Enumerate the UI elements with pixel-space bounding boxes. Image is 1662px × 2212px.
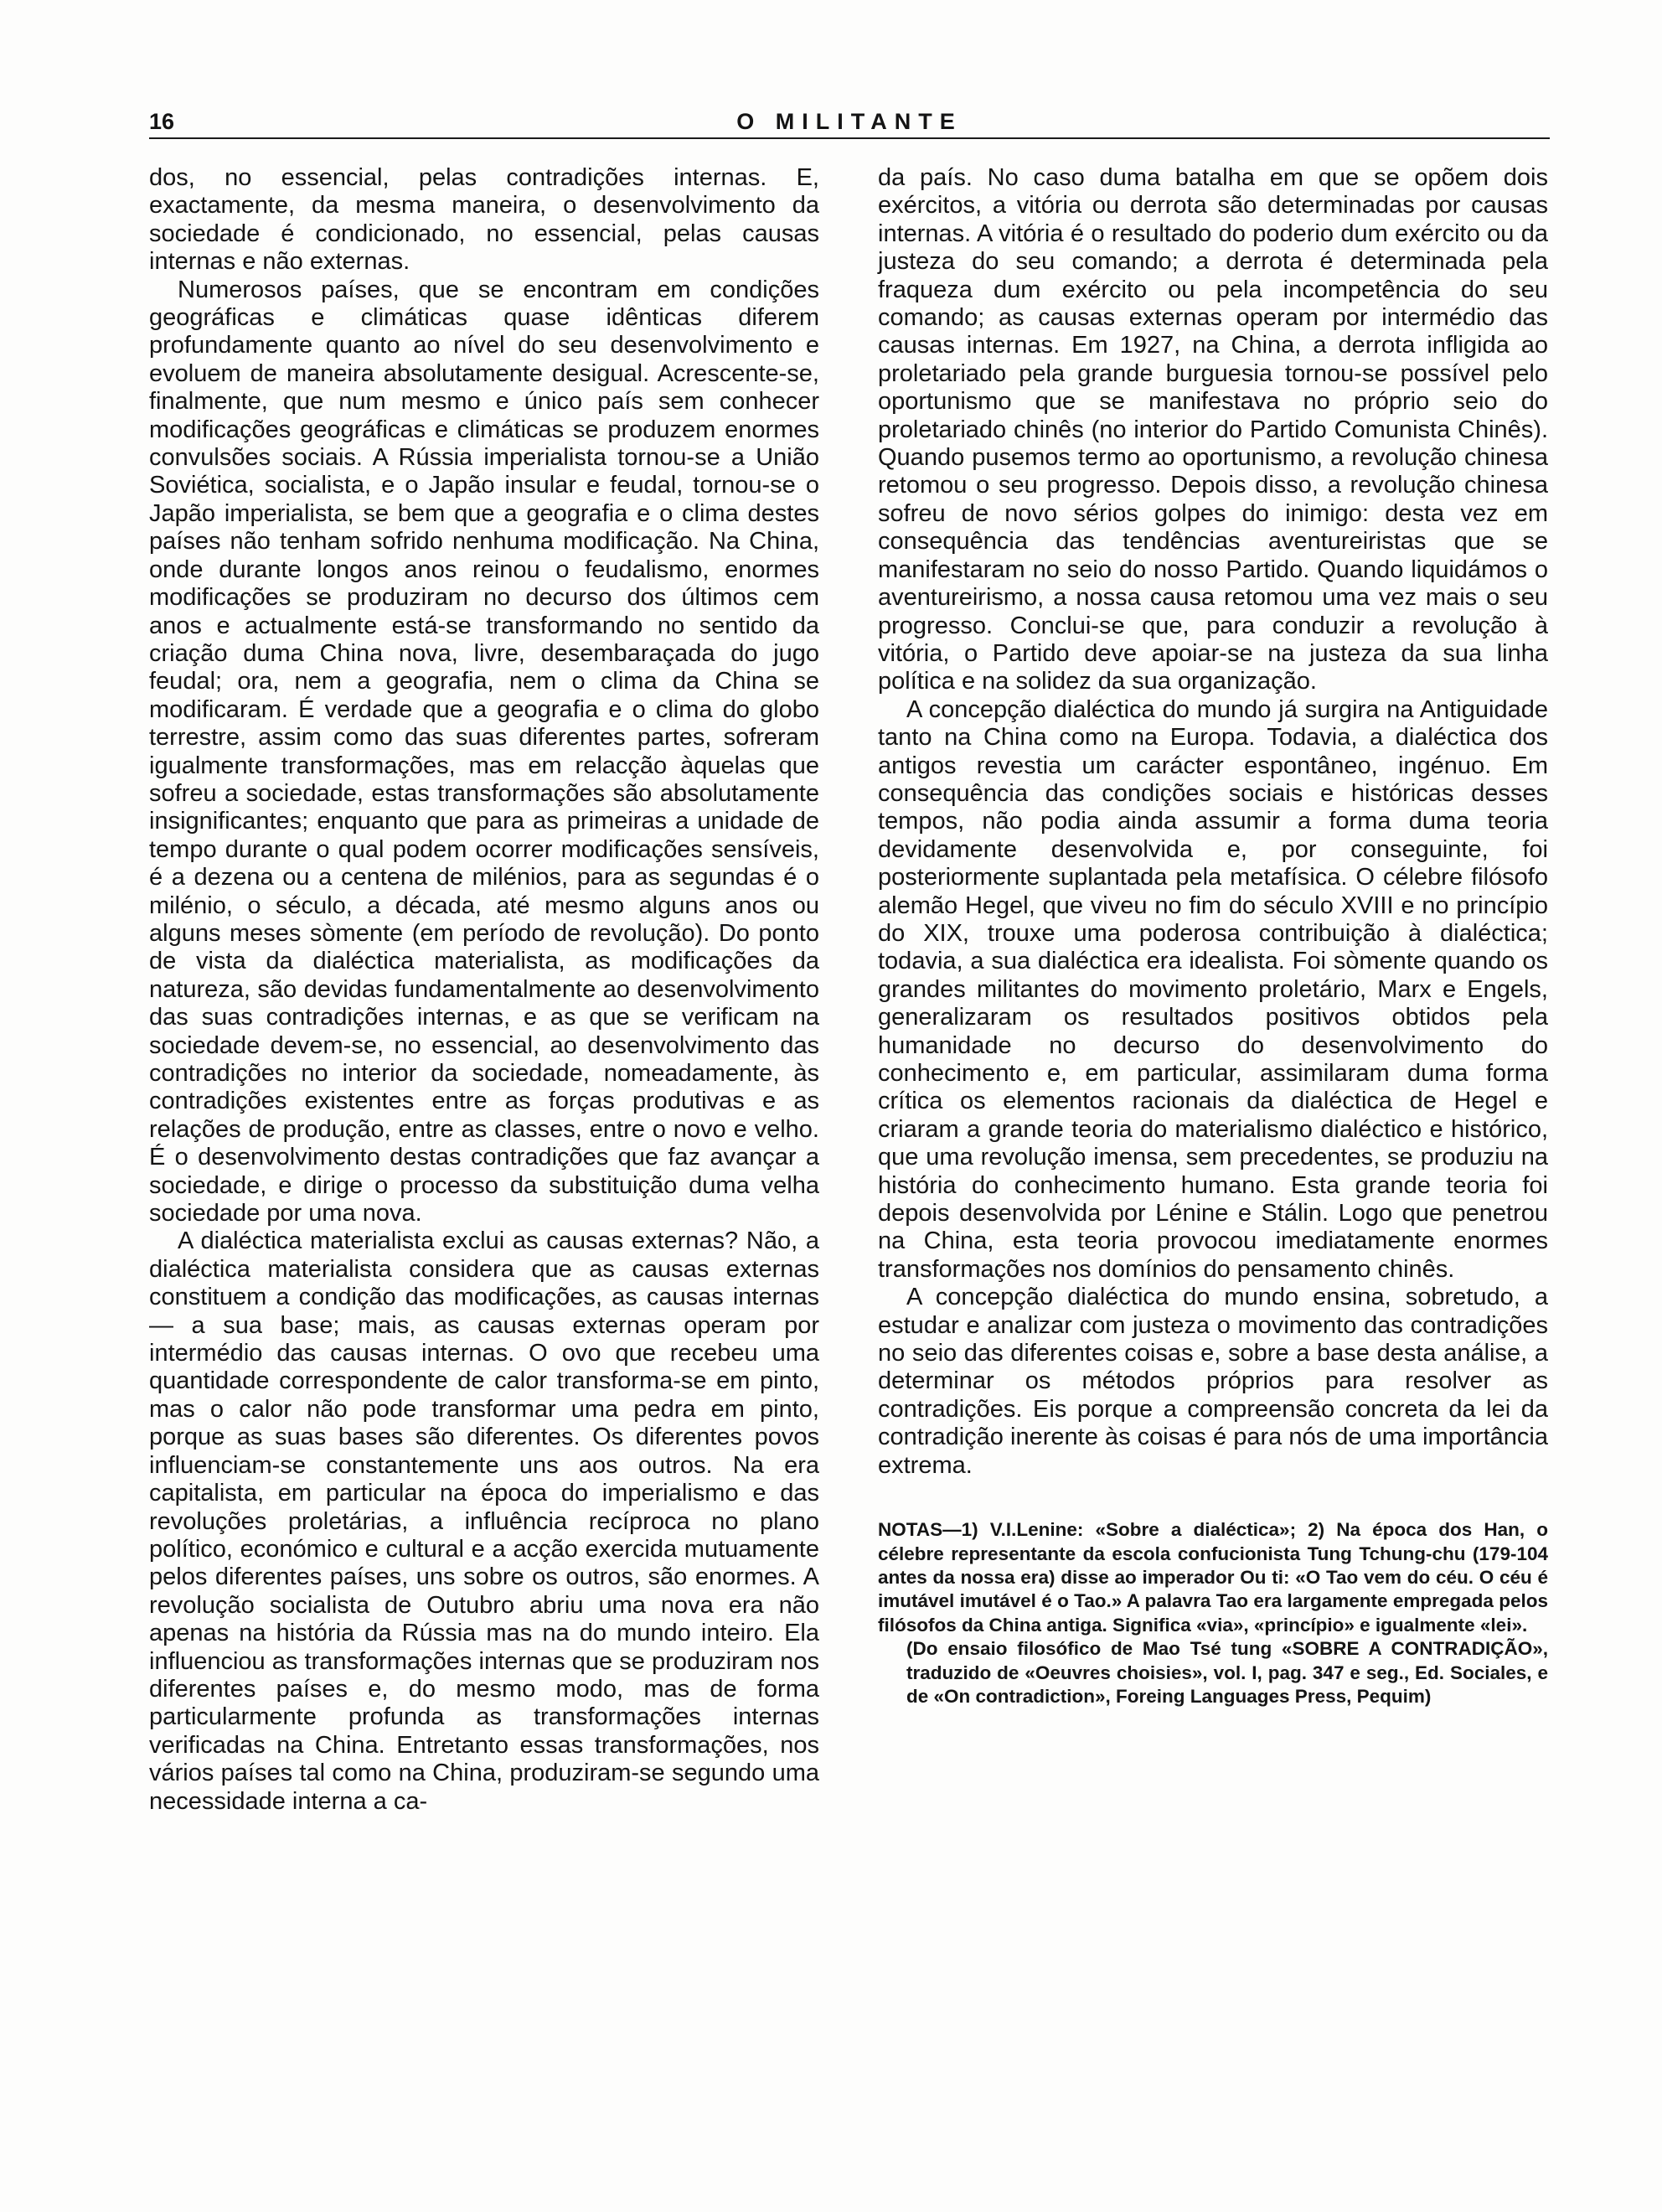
body-paragraph: A concepção dialéctica do mundo já surgira na Antiguidade tanto na China como na Europa. Todavia, a dialéctica dos antigos revestia um carácter espontâneo, ingénuo. Em consequência das condições sociais e históricas desses tempos, não podia ainda assumir a forma duma teoria devidamente desenvolvida e, por conseguinte, foi posteriormente suplantada pela metafísica. O célebre filósofo alemão Hegel, que viveu no fim do século XVIII e no princípio do XIX, trouxe uma poderosa contribuição à dialéctica; todavia, a sua dialéctica era idealista. Foi sòmente quando os grandes militantes do movimento proletário, Marx e Engels, generalizaram os resultados positivos obtidos pela humanidade no decurso do desenvolvimento do conhecimento e, em particular, assimilaram duma forma crítica os elementos racionais da dialéctica de Hegel e criaram a grande teoria do materialismo dialéctico e histórico, que uma revolução imensa, sem precedentes, se produziu na história do conhecimento humano. Esta grande teoria foi depois desenvolvida por Lénine e Stálin. Logo que penetrou na China, esta teoria provocou imediatamente enormes transformações nos domínios do pensamento chinês. <box>878 695 1548 1283</box>
body-paragraph: A concepção dialéctica do mundo ensina, sobretudo, a estudar e analizar com justeza o movimento das contradições no seio das diferentes coisas e, sobre a base desta análise, a determinar os métodos próprios para resolver as contradições. Eis porque a compreensão concreta da lei da contradição inerente às coisas é para nós de uma importância extrema. <box>878 1284 1548 1479</box>
body-paragraph: A dialéctica materialista exclui as causas externas? Não, a dialéctica materialista considera que as causas externas constituem a condição das modificações, as causas internas — a sua base; mais, as causas externas operam por intermédio das causas internas. O ovo que recebeu uma quantidade correspondente de calor transforma-se em pinto, mas o calor não pode transformar uma pedra em pinto, porque as suas bases são diferentes. Os diferentes povos influenciam-se constantemente uns aos outros. Na era capitalista, em particular na época do imperialismo e das revoluções proletárias, a influência recíproca no plano político, económico e cultural e a acção exercida mutuamente pelos diferentes países, uns sobre os outros, são enormes. A revolução socialista de Outubro abriu uma nova era não apenas na história da Rússia mas na do mundo inteiro. Ela influenciou as transformações internas que se produziram nos diferentes países e, do mesmo modo, mas de forma particularmente profunda as transformações internas verificadas na China. Entretanto essas transformações, nos vários países tal como na China, produziram-se segundo uma necessidade interna a ca- <box>149 1227 819 1815</box>
notes-text: NOTAS—1) V.I.Lenine: «Sobre a dialéctica»; 2) Na época dos Han, o célebre representante da escola confucionista Tung Tchung-chu (179-104 antes da nossa era) disse ao imperador Ou ti: «O Tao vem do céu. O céu é imutável imutável é o Tao.» A palavra Tao era largamente empregada pelos filósofos da China antiga. Significa «via», «princípio» e igualmente «lei». <box>878 1519 1548 1636</box>
body-paragraph: dos, no essencial, pelas contradições internas. E, exactamente, da mesma maneira, o desenvolvimento da sociedade é condicionado, no essencial, pelas causas internas e não externas. <box>149 164 819 276</box>
source-citation: (Do ensaio filosófico de Mao Tsé tung «SOBRE A CONTRADIÇÃO», traduzido de «Oeuvres choisies», vol. I, pag. 347 e seg., Ed. Sociales, e de «On contradiction», Foreing Languages Press, Pequim) <box>906 1638 1548 1707</box>
body-paragraph: Numerosos países, que se encontram em condições geográficas e climáticas quase idênticas diferem profundamente quanto ao nível do seu desenvolvimento e evoluem de maneira absolutamente desigual. Acrescente-se, finalmente, que num mesmo e único país sem conhecer modificações geográficas e climáticas se produzem enormes convulsões sociais. A Rússia imperialista tornou-se a União Soviética, socialista, e o Japão insular e feudal, tornou-se o Japão imperialista, se bem que a geografia e o clima destes países não tenham sofrido nenhuma modificação. Na China, onde durante longos anos reinou o feudalismo, enormes modificações se produziram no decurso dos últimos cem anos e actualmente está-se transformando no sentido da criação duma China nova, livre, desembaraçada do jugo feudal; ora, nem a geografia, nem o clima da China se modificaram. É verdade que a geografia e o clima do globo terrestre, assim como das suas diferentes partes, sofreram igualmente transformações, mas em relacção àquelas que sofreu a sociedade, estas transformações são absolutamente insignificantes; enquanto que para as primeiras a unidade de tempo durante o qual podem ocorrer modificações sensíveis, é a dezena ou a centena de milénios, para as segundas é o milénio, o século, a década, até mesmo alguns anos ou alguns meses sòmente (em período de revolução). Do ponto de vista da dialéctica materialista, as modificações da natureza, são devidas fundamentalmente ao desenvolvimento das suas contradições internas, e as que se verificam na sociedade devem-se, no essencial, ao desenvolvimento das contradições no interior da sociedade, nomeadamente, às contradições existentes entre as forças produtivas e as relações de produção, entre as classes, entre o novo e velho. É o desenvolvimento destas contradições que faz avançar a sociedade, e dirige o processo da substituição duma velha sociedade por uma nova. <box>149 276 819 1227</box>
footnotes <box>878 1518 1548 1708</box>
page-number: 16 <box>149 109 175 134</box>
left-column <box>149 164 819 1816</box>
body-paragraph: da país. No caso duma batalha em que se opõem dois exércitos, a vitória ou derrota são determinadas por causas internas. A vitória é o resultado do poderio dum exército ou da justeza do seu comando; a derrota é determinada pela fraqueza dum exército ou pela incompetência do seu comando; as causas externas operam por intermédio das causas internas. Em 1927, na China, a derrota infligida ao proletariado pela grande burguesia tornou-se possível pelo oportunismo que se manifestava no próprio seio do proletariado chinês (no interior do Partido Comunista Chinês). Quando pusemos termo ao oportunismo, a revolução chinesa retomou o seu progresso. Depois disso, a revolução chinesa sofreu de novo sérios golpes do inimigo: desta vez em consequência das tendências aventureiristas que se manifestaram no seio do nosso Partido. Quando liquidámos o aventureirismo, a nossa causa retomou uma vez mais o seu progresso. Conclui-se que, para conduzir a revolução à vitória, o Partido deve apoiar-se na justeza da sua linha política e na solidez da sua organização. <box>878 164 1548 695</box>
page-header <box>149 109 1550 139</box>
right-column <box>878 164 1548 1708</box>
journal-title: O MILITANTE <box>736 109 963 134</box>
